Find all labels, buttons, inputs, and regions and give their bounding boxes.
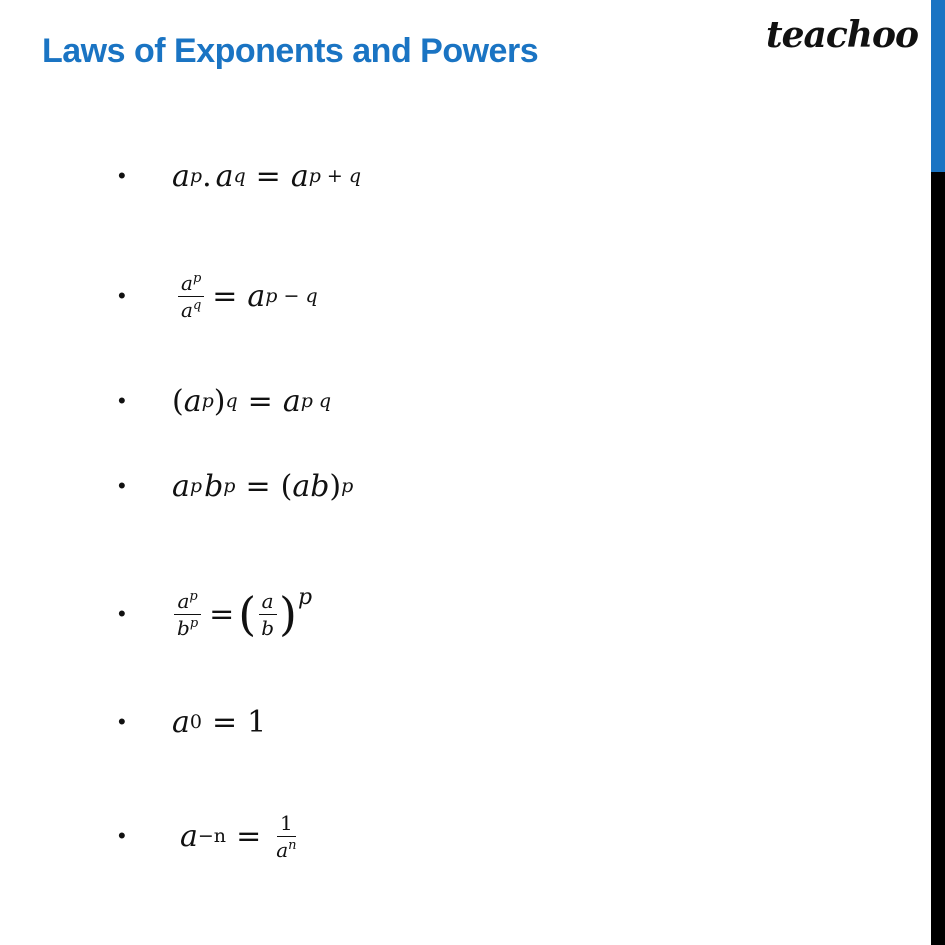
formula: $\frac{a^p}{b^p}$ = ( $\frac{a}{b}$ ) p xyxy=(172,591,312,638)
fraction: $\frac{a^p}{a^q}$ xyxy=(178,273,204,320)
bullet: • xyxy=(118,473,126,498)
bullet: • xyxy=(118,601,126,626)
accent-bar-blue xyxy=(931,0,945,172)
law-zero-exponent xyxy=(118,692,266,752)
bullet: • xyxy=(118,388,126,413)
bullet: • xyxy=(118,163,126,188)
formula: ( a p ) q = a p q xyxy=(172,383,332,419)
formula: a p b p = ( ab ) p xyxy=(172,468,354,504)
fraction: $\frac{a^p}{b^p}$ xyxy=(174,591,201,638)
fraction: $\frac{1}{a^n}$ xyxy=(276,810,297,862)
fraction: $\frac{a}{b}$ xyxy=(258,591,277,638)
page-title: Laws of Exponents and Powers xyxy=(42,32,539,70)
accent-bar-black xyxy=(931,172,945,945)
law-quotient-of-powers xyxy=(118,584,312,644)
law-product-rule xyxy=(118,146,361,206)
formula: $\frac{a^p}{a^q}$ = a p − q xyxy=(172,273,318,320)
bullet: • xyxy=(118,709,126,734)
law-negative-exponent xyxy=(118,806,302,866)
bullet: • xyxy=(118,823,126,848)
formula: a 0 = 1 xyxy=(172,704,267,740)
formula: a −n = $\frac{1}{a^n}$ xyxy=(172,813,302,860)
law-quotient-rule xyxy=(118,266,318,326)
bullet: • xyxy=(118,283,126,308)
teachoo-logo: teachoo xyxy=(766,14,918,56)
formula: a p . a q = a p + q xyxy=(172,158,362,194)
law-product-of-powers xyxy=(118,456,353,516)
law-power-of-power xyxy=(118,371,331,431)
